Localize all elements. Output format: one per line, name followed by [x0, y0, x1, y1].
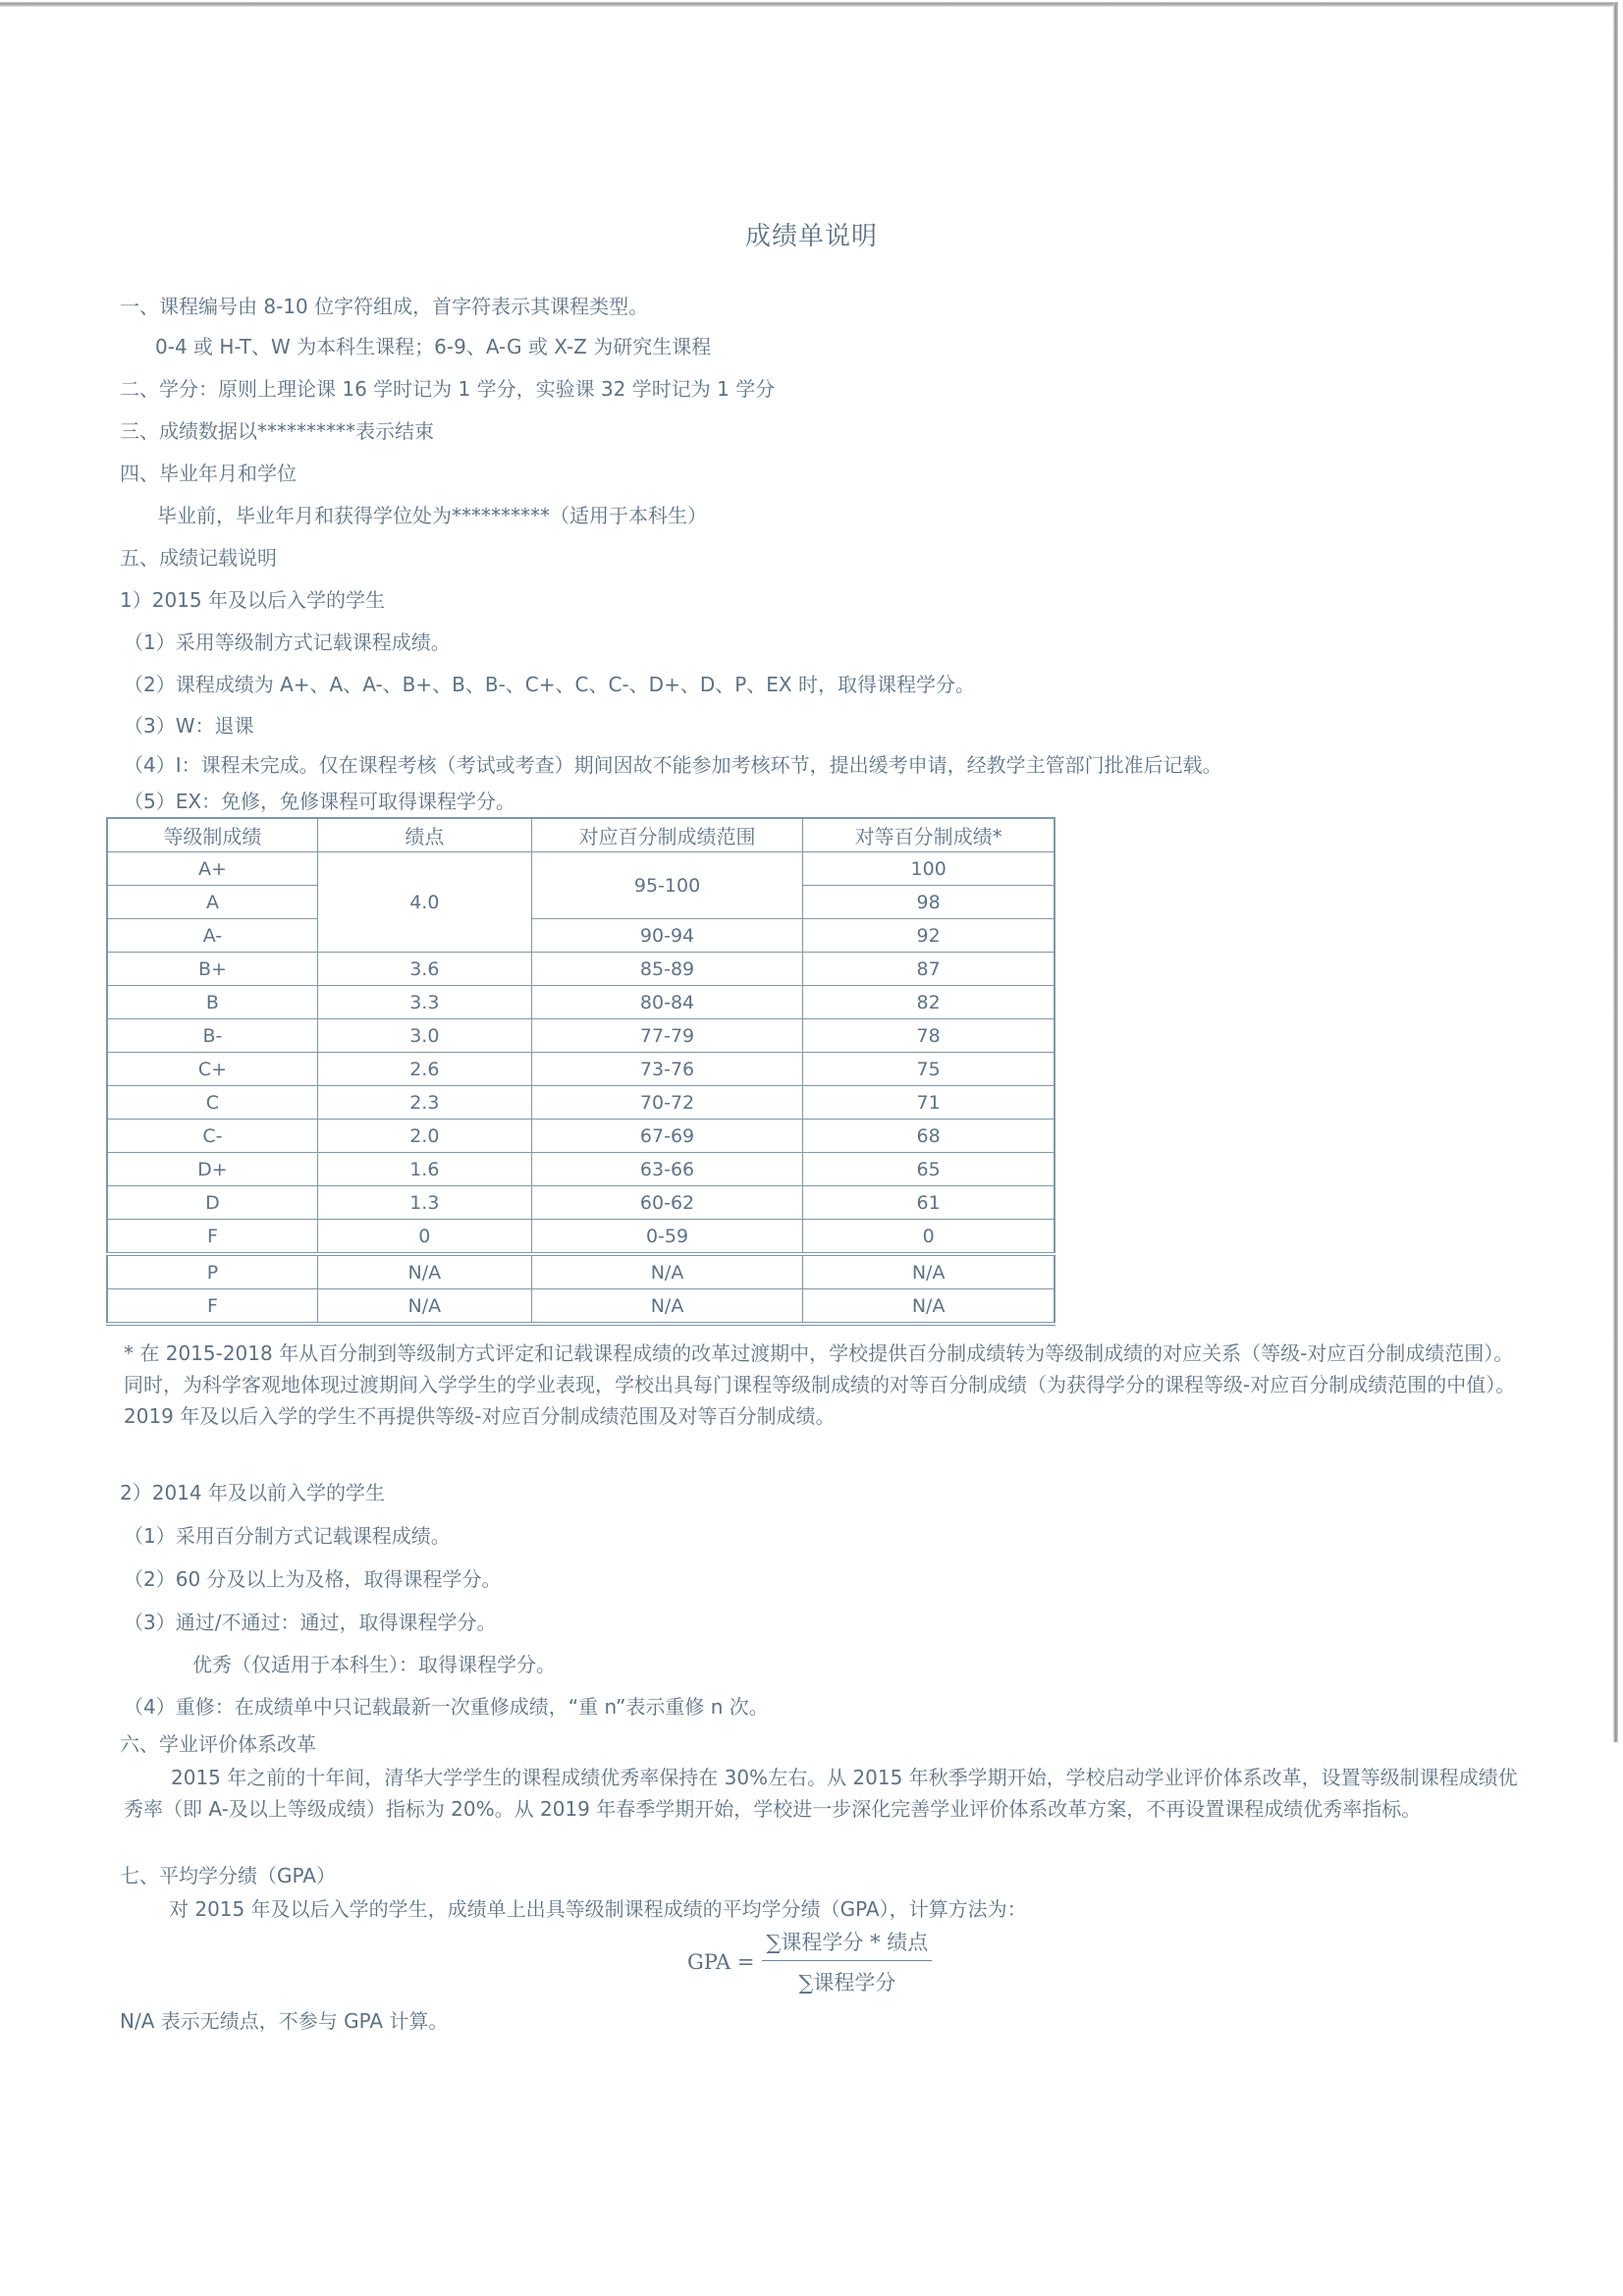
table-row — [107, 1019, 1055, 1053]
cell-gpa: 0 — [317, 1220, 531, 1255]
cell-equiv: 75 — [803, 1053, 1055, 1086]
grade-conversion-table — [106, 817, 1055, 1326]
section-5-heading: 五、成绩记载说明 — [120, 546, 277, 570]
cell-equiv: N/A — [803, 1254, 1055, 1289]
section-5-1-item-5: （5）EX：免修，免修课程可取得课程学分。 — [124, 790, 516, 813]
header-letter-grade: 等级制成绩 — [107, 818, 317, 852]
formula-fraction — [762, 1927, 932, 1996]
cell-grade: A — [107, 886, 317, 919]
table-row — [107, 1053, 1055, 1086]
cell-gpa: 2.6 — [317, 1053, 531, 1086]
cell-gpa: 2.0 — [317, 1120, 531, 1153]
section-5-2-item-1: （1）采用百分制方式记载课程成绩。 — [124, 1524, 451, 1548]
cell-gpa: 1.6 — [317, 1153, 531, 1186]
cell-grade: A+ — [107, 852, 317, 886]
formula-lhs: GPA = — [687, 1949, 755, 1974]
cell-grade: F — [107, 1289, 317, 1325]
cell-range: 67-69 — [531, 1120, 803, 1153]
header-grade-point: 绩点 — [317, 818, 531, 852]
cell-gpa: 2.3 — [317, 1086, 531, 1120]
cell-range: 73-76 — [531, 1053, 803, 1086]
section-5-2-item-2: （2）60 分及以上为及格，取得课程学分。 — [124, 1567, 502, 1591]
formula-numerator: ∑课程学分 * 绩点 — [762, 1927, 932, 1961]
cell-gpa: 3.6 — [317, 953, 531, 986]
cell-equiv: 68 — [803, 1120, 1055, 1153]
section-3-end-marker: 三、成绩数据以**********表示结束 — [120, 419, 434, 443]
section-5-1-item-1: （1）采用等级制方式记载课程成绩。 — [124, 630, 451, 654]
cell-grade: B+ — [107, 953, 317, 986]
cell-range: N/A — [531, 1254, 803, 1289]
table-row — [107, 986, 1055, 1019]
cell-grade: F — [107, 1220, 317, 1255]
cell-equiv: 71 — [803, 1086, 1055, 1120]
section-7-paragraph: 对 2015 年及以后入学的学生，成绩单上出具等级制课程成绩的平均学分绩（GPA），计算方法为： — [169, 1897, 1027, 1921]
cell-grade: C — [107, 1086, 317, 1120]
cell-grade: C+ — [107, 1053, 317, 1086]
cell-equiv: 92 — [803, 919, 1055, 953]
cell-grade: B — [107, 986, 317, 1019]
table-row — [107, 1289, 1055, 1325]
cell-range: 77-79 — [531, 1019, 803, 1053]
cell-grade: P — [107, 1254, 317, 1289]
table-row — [107, 1086, 1055, 1120]
cell-range: 80-84 — [531, 986, 803, 1019]
section-5-2-item-3-detail: 优秀（仅适用于本科生）：取得课程学分。 — [192, 1653, 556, 1676]
cell-grade: D+ — [107, 1153, 317, 1186]
cell-gpa: 3.0 — [317, 1019, 531, 1053]
table-row — [107, 1220, 1055, 1255]
table-row — [107, 1120, 1055, 1153]
cell-range: 85-89 — [531, 953, 803, 986]
section-7-heading: 七、平均学分绩（GPA） — [120, 1864, 336, 1887]
cell-equiv: 100 — [803, 852, 1055, 886]
cell-range: 90-94 — [531, 919, 803, 953]
cell-gpa: 3.3 — [317, 986, 531, 1019]
cell-grade: B- — [107, 1019, 317, 1053]
table-header-row — [107, 818, 1055, 852]
header-percent-range: 对应百分制成绩范围 — [531, 818, 803, 852]
section-5-2-item-3: （3）通过/不通过：通过，取得课程学分。 — [124, 1611, 497, 1634]
formula-denominator: ∑课程学分 — [798, 1971, 896, 1995]
section-5-1-item-4: （4）I：课程未完成。仅在课程考核（考试或考查）期间因故不能参加考核环节，提出缓考申请，经教学主管部门批准后记载。 — [124, 753, 1222, 777]
cell-gpa: N/A — [317, 1254, 531, 1289]
cell-equiv: 78 — [803, 1019, 1055, 1053]
cell-equiv: 65 — [803, 1153, 1055, 1186]
cell-range: 70-72 — [531, 1086, 803, 1120]
cell-equiv: 98 — [803, 886, 1055, 919]
table-row — [107, 1153, 1055, 1186]
section-6-heading: 六、学业评价体系改革 — [120, 1732, 316, 1756]
scan-edge-right — [1613, 4, 1618, 1742]
section-5-1-item-2: （2）课程成绩为 A+、A、A-、B+、B、B-、C+、C、C-、D+、D、P、EX 时，取得课程学分。 — [124, 673, 975, 696]
cell-equiv: 61 — [803, 1186, 1055, 1220]
cell-range: 60-62 — [531, 1186, 803, 1220]
cell-gpa: N/A — [317, 1289, 531, 1325]
table-row — [107, 1254, 1055, 1289]
section-4-heading: 四、毕业年月和学位 — [120, 462, 297, 485]
section-5-1-item-3: （3）W：退课 — [124, 714, 254, 738]
table-row — [107, 852, 1055, 886]
cell-equiv: 82 — [803, 986, 1055, 1019]
cell-equiv: 0 — [803, 1220, 1055, 1255]
cell-equiv: N/A — [803, 1289, 1055, 1325]
header-equivalent-percent: 对等百分制成绩* — [803, 818, 1055, 852]
cell-range: 0-59 — [531, 1220, 803, 1255]
section-5-2-item-4: （4）重修：在成绩单中只记载最新一次重修成绩，“重 n”表示重修 n 次。 — [124, 1695, 769, 1719]
table-row — [107, 953, 1055, 986]
table-row — [107, 919, 1055, 953]
cell-grade: D — [107, 1186, 317, 1220]
cell-range: N/A — [531, 1289, 803, 1325]
page-title: 成绩单说明 — [744, 222, 878, 251]
cell-equiv: 87 — [803, 953, 1055, 986]
cell-grade: C- — [107, 1120, 317, 1153]
table-row — [107, 1186, 1055, 1220]
scan-edge-top — [0, 2, 1618, 7]
table-footnote: * 在 2015-2018 年从百分制到等级制方式评定和记载课程成绩的改革过渡期中，学校提供百分制成绩转为等级制成绩的对应关系（等级-对应百分制成绩范围）。同时，为科学客观地体现过渡期间入学学生的学业表现，学校出具每门课程等级制成绩的对等百分制成绩（为获得学分的课程等级-对应百分制成绩范围的中值）。2019 年及以后入学的学生不再提供等级-对应百分制成绩范围及对等百分制成绩。 — [124, 1341, 1516, 1428]
section-5-2-heading: 2）2014 年及以前入学的学生 — [120, 1481, 385, 1504]
cell-gpa: 1.3 — [317, 1186, 531, 1220]
cell-grade: A- — [107, 919, 317, 953]
gpa-formula — [687, 1927, 932, 1996]
section-1-course-types: 0-4 或 H-T、W 为本科生课程；6-9、A-G 或 X-Z 为研究生课程 — [155, 335, 712, 358]
cell-range: 95-100 — [531, 852, 803, 919]
section-6-paragraph: 2015 年之前的十年间，清华大学学生的课程成绩优秀率保持在 30%左右。从 2015 年秋季学期开始，学校启动学业评价体系改革，设置等级制课程成绩优秀率（即 A-及以上等级成绩）指标为 20%。从 2019 年春季学期开始，学校进一步深化完善学业评价体系改革方案，不再设置课程成绩优秀率指标。 — [124, 1766, 1518, 1821]
cell-gpa: 4.0 — [317, 852, 531, 953]
cell-range: 63-66 — [531, 1153, 803, 1186]
section-4-detail: 毕业前，毕业年月和获得学位处为**********（适用于本科生） — [157, 504, 707, 527]
section-2-credits: 二、学分：原则上理论课 16 学时记为 1 学分，实验课 32 学时记为 1 学分 — [120, 377, 776, 401]
na-note: N/A 表示无绩点，不参与 GPA 计算。 — [120, 2009, 449, 2033]
section-1-course-code: 一、课程编号由 8-10 位字符组成，首字符表示其课程类型。 — [120, 295, 649, 318]
section-5-1-heading: 1）2015 年及以后入学的学生 — [120, 588, 385, 612]
